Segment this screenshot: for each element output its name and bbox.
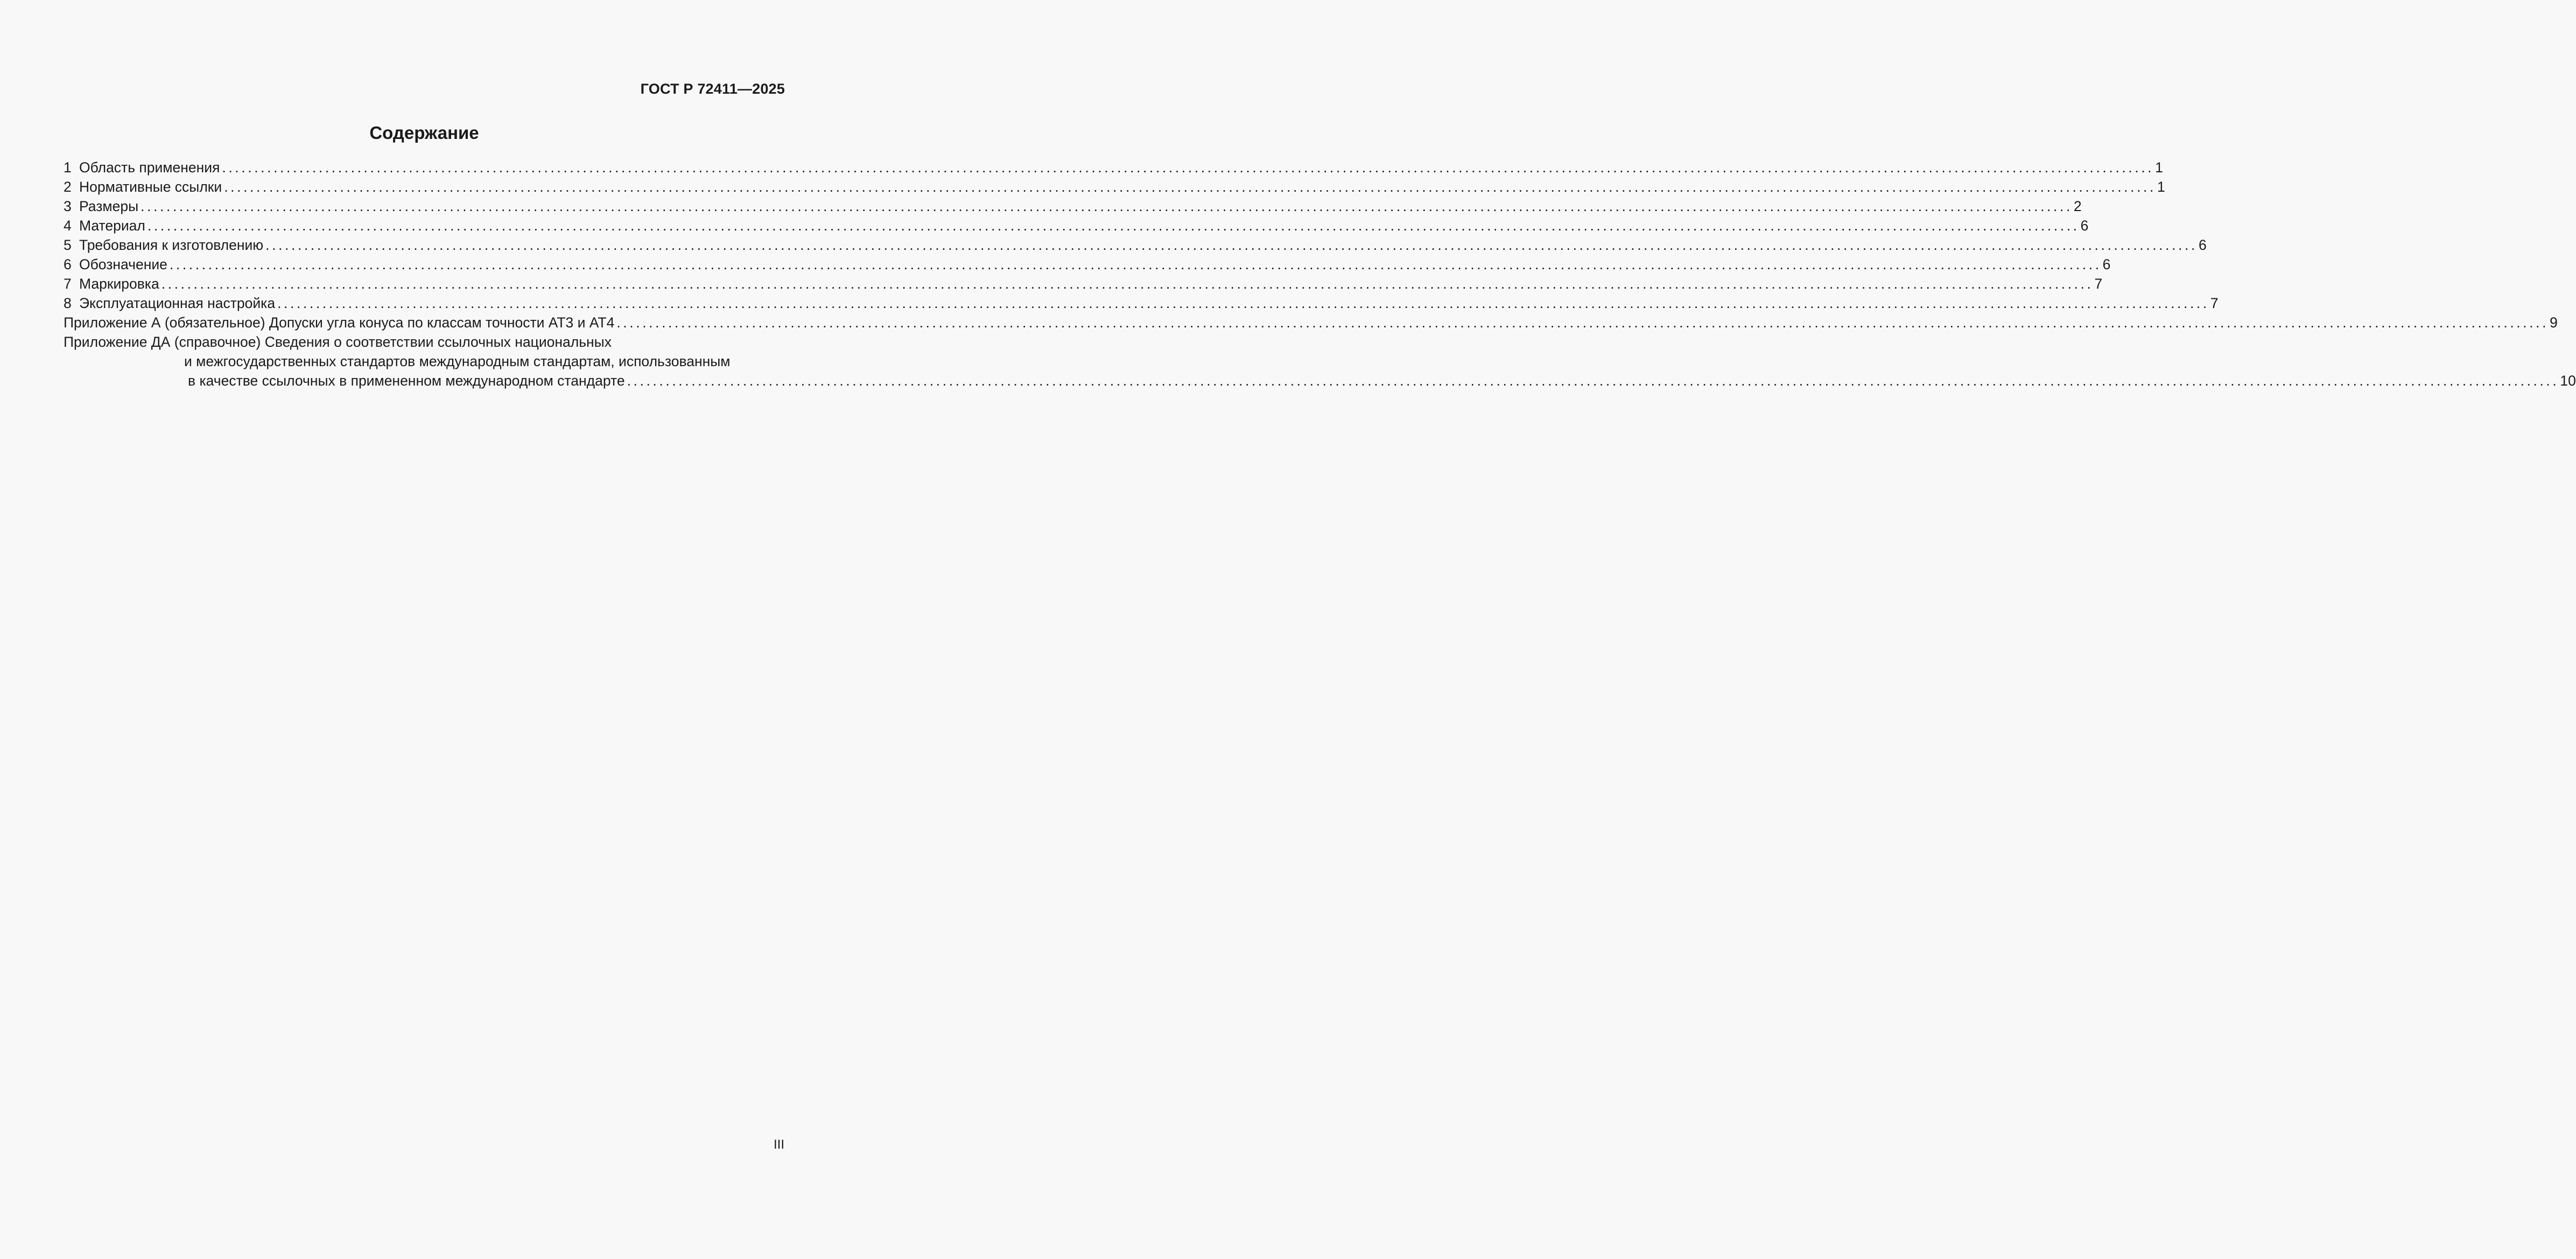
toc-entry-label: Обозначение bbox=[79, 256, 167, 272]
toc-entry-line bbox=[64, 352, 785, 371]
toc-leader-dots: ............................................................................................................................................................................................................................................................................................................ bbox=[616, 314, 2549, 331]
toc-title: Содержание bbox=[369, 123, 479, 143]
toc-entry-number: 1 bbox=[64, 159, 72, 176]
toc-entry-label: Требования к изготовлению bbox=[79, 237, 264, 253]
toc-leader-dots: ............................................................................................................................................................................................................................................................................................................ bbox=[169, 256, 2102, 272]
toc-entry-page: 9 bbox=[2550, 314, 2558, 331]
toc-entry-label: Нормативные ссылки bbox=[79, 179, 222, 195]
toc-entry-2[interactable] bbox=[64, 177, 2165, 197]
toc-entry-line bbox=[64, 371, 2576, 390]
toc-entry-label-continued: в качестве ссылочных в примененном международном стандарте bbox=[188, 373, 625, 389]
toc-leader-dots: ............................................................................................................................................................................................................................................................................................................ bbox=[161, 276, 2094, 292]
toc-entry-number: 6 bbox=[64, 256, 72, 272]
toc-entry-line bbox=[64, 332, 785, 352]
toc-entry-4[interactable] bbox=[64, 216, 2089, 235]
toc-leader-dots: ............................................................................................................................................................................................................................................................................................................ bbox=[224, 179, 2156, 195]
toc-leader-dots: ............................................................................................................................................................................................................................................................................................................ bbox=[141, 198, 2073, 214]
page-number: III bbox=[773, 1137, 784, 1152]
toc-entry-number: 8 bbox=[64, 295, 72, 311]
toc-entry-page: 6 bbox=[2198, 237, 2207, 253]
toc-entry-3[interactable] bbox=[64, 197, 2082, 216]
toc-leader-dots: ............................................................................................................................................................................................................................................................................................................ bbox=[147, 218, 2080, 234]
toc-entry-6[interactable] bbox=[64, 255, 2111, 274]
toc-entry-label: Приложение ДА (справочное) Сведения о соответствии ссылочных национальных bbox=[64, 334, 612, 350]
toc-entry-page: 7 bbox=[2094, 276, 2103, 292]
toc-entry-page: 10 bbox=[2560, 373, 2576, 389]
toc-entry-label-continued: и межгосударственных стандартов международным стандартам, использованным bbox=[184, 353, 731, 369]
toc-entry-number: 3 bbox=[64, 198, 72, 214]
toc-entry-number: 2 bbox=[64, 179, 72, 195]
toc-entry-label: Эксплуатационная настройка bbox=[79, 295, 276, 311]
toc-entry-7[interactable] bbox=[64, 274, 2103, 293]
toc-entry-1[interactable] bbox=[64, 158, 2163, 177]
table-of-contents bbox=[64, 158, 2576, 390]
toc-entry-page: 6 bbox=[2080, 218, 2089, 234]
toc-entry-appendix-a[interactable] bbox=[64, 313, 2558, 332]
toc-leader-dots: ............................................................................................................................................................................................................................................................................................................ bbox=[222, 159, 2154, 176]
toc-entry-5[interactable] bbox=[64, 235, 2207, 255]
toc-entry-page: 6 bbox=[2102, 256, 2111, 272]
toc-entry-label: Область применения bbox=[79, 159, 220, 176]
toc-entry-page: 7 bbox=[2210, 295, 2219, 311]
toc-entry-label: Материал bbox=[79, 218, 145, 234]
toc-leader-dots: ............................................................................................................................................................................................................................................................................................................ bbox=[277, 295, 2209, 311]
toc-leader-dots: ............................................................................................................................................................................................................................................................................................................ bbox=[265, 237, 2198, 253]
toc-entry-page: 1 bbox=[2157, 179, 2165, 195]
toc-entry-label: Приложение А (обязательное) Допуски угла конуса по классам точности АТ3 и АТ4 bbox=[64, 314, 615, 331]
toc-entry-label: Размеры bbox=[79, 198, 139, 214]
toc-entry-appendix-da[interactable] bbox=[64, 332, 2576, 390]
toc-entry-8[interactable] bbox=[64, 293, 2219, 313]
toc-leader-dots: ............................................................................................................................................................................................................................................................................................................ bbox=[627, 373, 2559, 389]
document-code: ГОСТ Р 72411—2025 bbox=[640, 81, 785, 97]
toc-entry-number: 5 bbox=[64, 237, 72, 253]
toc-entry-label: Маркировка bbox=[79, 276, 159, 292]
toc-entry-page: 2 bbox=[2073, 198, 2082, 214]
toc-entry-number: 7 bbox=[64, 276, 72, 292]
toc-entry-page: 1 bbox=[2155, 159, 2163, 176]
toc-entry-number: 4 bbox=[64, 218, 72, 234]
